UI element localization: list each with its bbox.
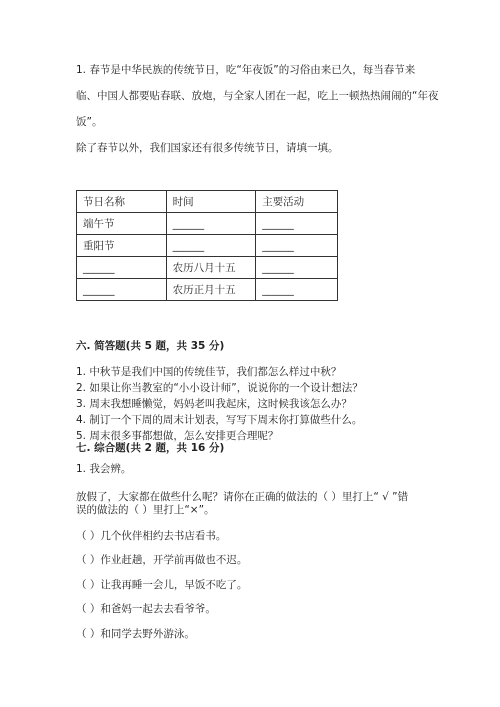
q1-instruction: 除了春节以外，我们国家还有很多传统节日，请填一填。 — [76, 142, 339, 154]
table-header-row — [77, 191, 338, 213]
option-item: （ ）作业赶趟，开学前再做也不迟。 — [76, 554, 248, 566]
section6-heading: 六. 简答题(共 5 题，共 35 分) — [76, 340, 225, 352]
option-item: （ ）和爸妈一起去去看爷爷。 — [76, 603, 216, 615]
table-row — [77, 279, 338, 301]
list-item: 3. 周末我想睡懒觉，妈妈老叫我起床，这时候我该怎么办？ — [76, 398, 352, 410]
table-cell: ______ — [77, 279, 167, 301]
table-cell: 重阳节 — [77, 235, 167, 257]
table-header-cell: 时间 — [166, 191, 256, 213]
table-cell: ______ — [256, 235, 338, 257]
q1-text-line-2: 临、中国人都要贴春联、放炮，与全家人团在一起，吃上一顿热热闹闹的“年夜 — [76, 90, 439, 102]
table-cell: ______ — [166, 213, 256, 235]
list-item: 2. 如果让你当教室的“小小设计师”，说说你的一个设计想法？ — [76, 382, 363, 394]
table-cell: 农历八月十五 — [166, 257, 256, 279]
section7-prompt-line-2: 误的做法的（ ）里打上“×”。 — [76, 504, 215, 516]
option-item: （ ）和同学去野外游泳。 — [76, 628, 195, 640]
option-item: （ ）几个伙伴相约去书店看书。 — [76, 530, 227, 542]
table-cell: ______ — [256, 213, 338, 235]
q1-text-line-1: 1. 春节是中华民族的传统节日，吃“年夜饭”的习俗由来已久，每当春节来 — [76, 64, 416, 76]
option-item: （ ）让我再睡一会儿，早饭不吃了。 — [76, 579, 248, 591]
list-item: 1. 中秋节是我们中国的传统佳节，我们都怎么样过中秋？ — [76, 366, 342, 378]
table-row — [77, 235, 338, 257]
festival-table — [76, 190, 338, 301]
section7-heading: 七. 综合题(共 2 题，共 16 分) — [76, 442, 225, 454]
table-cell: ______ — [256, 257, 338, 279]
table-cell: 农历正月十五 — [166, 279, 256, 301]
list-item: 5. 周末很多事都想做，怎么安排更合理呢？ — [76, 430, 279, 442]
table-cell: ______ — [256, 279, 338, 301]
table-row — [77, 257, 338, 279]
list-item: 4. 制订一个下周的周末计划表，写写下周末你打算做些什么。 — [76, 414, 363, 426]
table-cell: ______ — [166, 235, 256, 257]
q1-text-line-3: 饭”。 — [76, 116, 103, 128]
table-cell: 端午节 — [77, 213, 167, 235]
table-header-cell: 主要活动 — [256, 191, 338, 213]
table-cell: ______ — [77, 257, 167, 279]
table-header-cell: 节日名称 — [77, 191, 167, 213]
section7-prompt-line-1: 放假了，大家都在做些什么呢？请你在正确的做法的（ ）里打上“ √ ”错 — [76, 491, 409, 503]
table-row — [77, 213, 338, 235]
section7-q1-title: 1. 我会辨。 — [76, 463, 132, 475]
